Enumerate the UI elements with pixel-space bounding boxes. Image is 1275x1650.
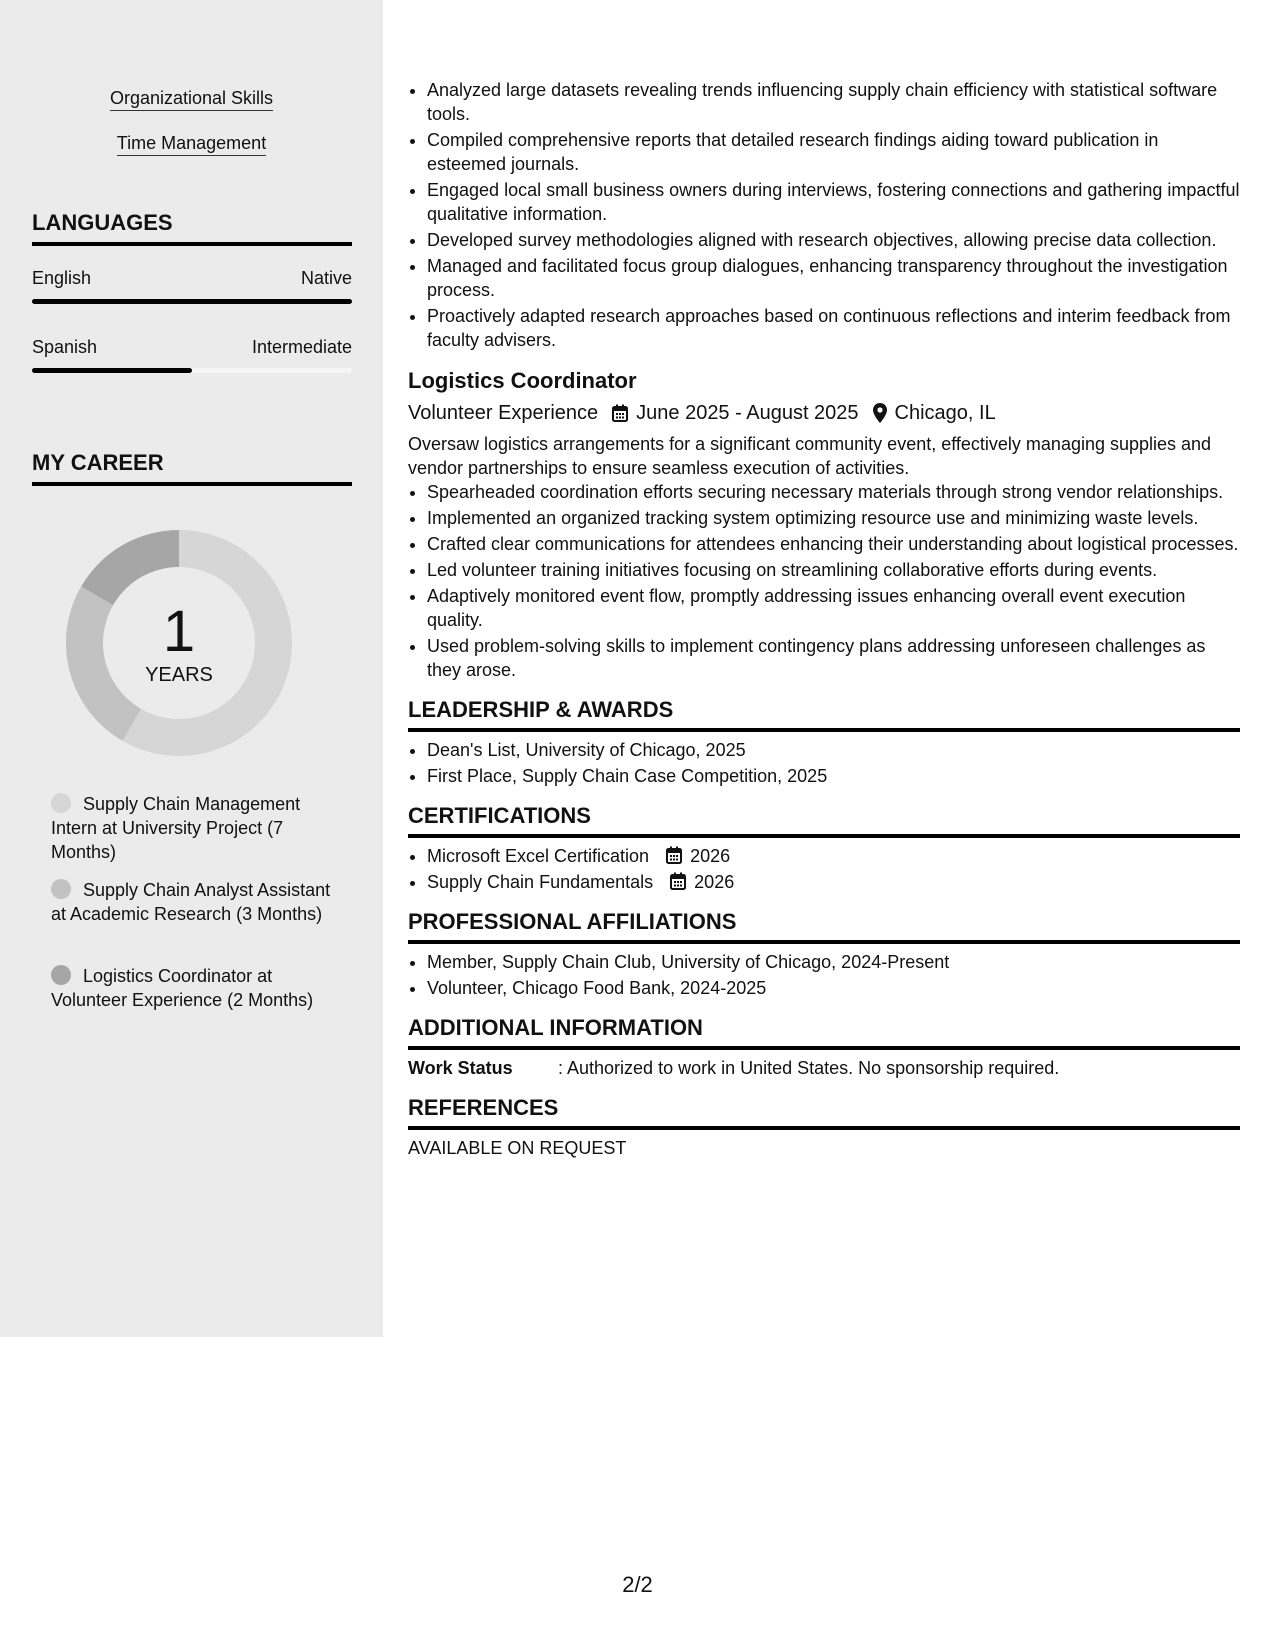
references-text: AVAILABLE ON REQUEST xyxy=(408,1138,627,1158)
affiliations-heading: PROFESSIONAL AFFILIATIONS xyxy=(408,908,1240,944)
list-item: • Proactively adapted research approaches based on continuous reflections and interim feedback from faculty advisers. xyxy=(427,304,1240,352)
language-bar-fill xyxy=(32,299,352,304)
donut-slice-2 xyxy=(81,530,179,605)
calendar-icon xyxy=(666,846,682,864)
list-item: • Member, Supply Chain Club, University of Chicago, 2024-Present xyxy=(427,950,1240,974)
job-bullets xyxy=(408,480,1240,682)
language-row-spanish xyxy=(32,337,352,358)
legend-dot xyxy=(51,793,71,813)
sidebar xyxy=(0,0,383,1337)
affiliations-list xyxy=(408,950,1240,1000)
calendar-icon xyxy=(670,872,686,890)
list-item: • Analyzed large datasets revealing trends influencing supply chain efficiency with statistical software tools. xyxy=(427,78,1240,126)
list-item: • Adaptively monitored event flow, promptly addressing issues enhancing overall event execution quality. xyxy=(427,584,1240,632)
work-status-label: Work Status xyxy=(408,1058,513,1078)
skill-time-management: Time Management xyxy=(0,133,383,154)
language-bar-fill xyxy=(32,368,192,373)
language-name: English xyxy=(32,268,92,288)
language-level: Intermediate xyxy=(251,337,352,357)
language-bar-english xyxy=(32,299,352,304)
additional-info-heading: ADDITIONAL INFORMATION xyxy=(408,1014,1240,1050)
legend-dot xyxy=(51,879,71,899)
list-item: • Managed and facilitated focus group dialogues, enhancing transparency throughout the investigation process. xyxy=(427,254,1240,302)
list-item: • Developed survey methodologies aligned with research objectives, allowing precise data collection. xyxy=(427,228,1240,252)
career-legend-item: Supply Chain Analyst Assistant at Academic Research (3 Months) xyxy=(51,880,331,924)
list-item: • Crafted clear communications for attendees enhancing their understanding about logistical processes. xyxy=(427,532,1240,556)
research-bullets xyxy=(408,78,1240,352)
career-legend-item: Logistics Coordinator at Volunteer Experience (2 Months) xyxy=(51,966,314,1010)
main-content xyxy=(408,78,1240,1160)
list-item: • Dean's List, University of Chicago, 2025 xyxy=(427,738,1240,762)
page-number: 2/2 xyxy=(622,1572,653,1597)
language-level: Native xyxy=(300,268,352,288)
cert-name: Supply Chain Fundamentals xyxy=(427,872,654,892)
cert-name: Microsoft Excel Certification xyxy=(427,846,650,866)
cert-year: 2026 xyxy=(694,872,735,892)
cert-year: 2026 xyxy=(690,846,731,866)
career-years-label: YEARS xyxy=(145,664,213,686)
list-item xyxy=(427,844,1240,868)
certifications-list xyxy=(408,844,1240,894)
job-title: Logistics Coordinator xyxy=(408,368,637,393)
calendar-icon xyxy=(612,404,628,422)
list-item: • Led volunteer training initiatives focusing on streamlining collaborative efforts during events. xyxy=(427,558,1240,582)
job-dates: June 2025 - August 2025 xyxy=(636,402,859,424)
certifications-heading: CERTIFICATIONS xyxy=(408,802,1240,838)
skill-organizational: Organizational Skills xyxy=(0,88,383,109)
language-bar-spanish xyxy=(32,368,352,373)
leadership-heading: LEADERSHIP & AWARDS xyxy=(408,696,1240,732)
list-item: • First Place, Supply Chain Case Competition, 2025 xyxy=(427,764,1240,788)
leadership-list xyxy=(408,738,1240,788)
legend-dot xyxy=(51,965,71,985)
job-org: Volunteer Experience xyxy=(408,402,599,424)
job-description: Oversaw logistics arrangements for a significant community event, effectively managing supplies and vendor partnerships to ensure seamless execution of activities. xyxy=(408,434,1212,478)
career-years-number: 1 xyxy=(162,599,196,664)
list-item: • Spearheaded coordination efforts securing necessary materials through strong vendor relationships. xyxy=(427,480,1240,504)
references-heading: REFERENCES xyxy=(408,1094,1240,1130)
list-item: • Compiled comprehensive reports that detailed research findings aiding toward publication in esteemed journals. xyxy=(427,128,1240,176)
career-heading: MY CAREER xyxy=(32,450,352,486)
list-item: • Implemented an organized tracking system optimizing resource use and minimizing waste levels. xyxy=(427,506,1240,530)
list-item xyxy=(427,870,1240,894)
list-item: • Engaged local small business owners during interviews, fostering connections and gathering impactful qualitative information. xyxy=(427,178,1240,226)
list-item: • Used problem-solving skills to implement contingency plans addressing unforeseen challenges as they arose. xyxy=(427,634,1240,682)
location-pin-icon xyxy=(873,403,887,423)
language-row-english xyxy=(32,268,352,289)
career-legend-item: Supply Chain Management Intern at University Project (7 Months) xyxy=(51,794,301,862)
languages-heading: LANGUAGES xyxy=(32,210,352,246)
work-status-row xyxy=(408,1056,1240,1080)
job-location: Chicago, IL xyxy=(894,402,996,424)
job-meta xyxy=(408,398,1240,428)
language-name: Spanish xyxy=(32,337,98,357)
work-status-value: : Authorized to work in United States. No sponsorship required. xyxy=(558,1058,1060,1078)
list-item: • Volunteer, Chicago Food Bank, 2024-2025 xyxy=(427,976,1240,1000)
